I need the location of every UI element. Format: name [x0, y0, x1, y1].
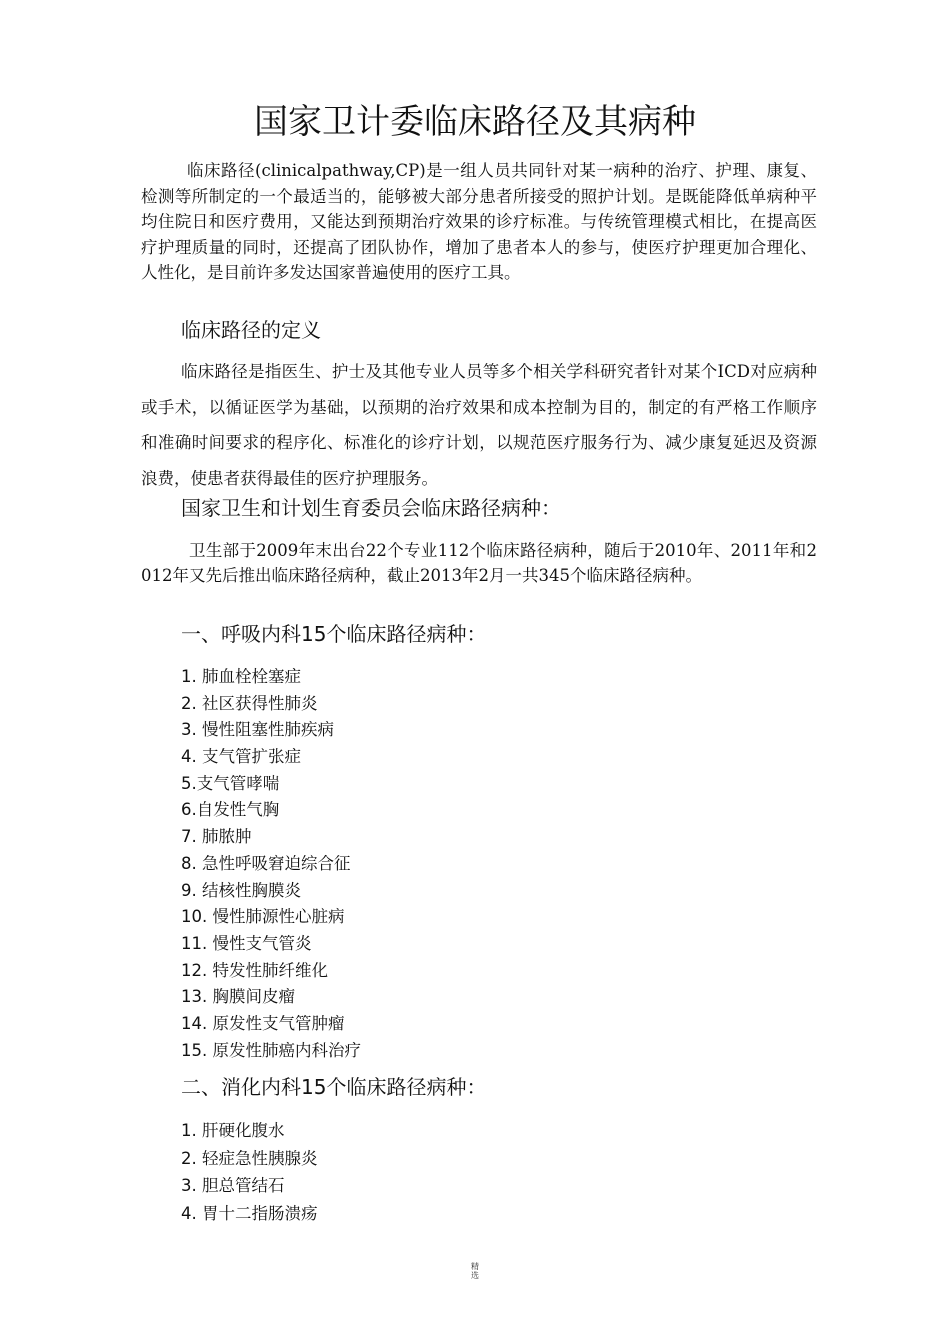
footer-char: 精 [471, 1262, 479, 1271]
list-item: 8. 急性呼吸窘迫综合征 [181, 853, 351, 873]
nhfpc-heading: 国家卫生和计划生育委员会临床路径病种： [181, 496, 561, 520]
footer-char: 选 [471, 1271, 479, 1280]
list-item: 14. 原发性支气管肿瘤 [181, 1013, 345, 1033]
intro-paragraph: 临床路径(clinicalpathway,CP)是一组人员共同针对某一病种的治疗、护理、康复、检测等所制定的一个最适当的，能够被大部分患者所接受的照护计划。是既能降低单病种平均住院日和医疗费用，又能达到预期治疗效果的诊疗标准。与传统管理模式相比，在提高医疗护理质量的同时，还提高了团队协作，增加了患者本人的参与，使医疗护理更加合理化、人性化，是目前许多发达国家普遍使用的医疗工具。 [141, 161, 817, 282]
definition-heading: 临床路径的定义 [181, 318, 321, 342]
list-item: 9. 结核性胸膜炎 [181, 880, 301, 900]
list-item: 4. 支气管扩张症 [181, 747, 301, 767]
list-item: 2. 轻症急性胰腺炎 [181, 1148, 318, 1168]
list-item: 2. 社区获得性肺炎 [181, 693, 318, 713]
respiratory-disease-list [181, 664, 361, 1064]
list-item: 5.支气管哮喘 [181, 773, 280, 793]
list-item: 10. 慢性肺源性心脏病 [181, 907, 345, 927]
respiratory-heading: 一、呼吸内科15个临床路径病种： [181, 622, 487, 646]
definition-paragraph: 临床路径是指医生、护士及其他专业人员等多个相关学科研究者针对某个ICD对应病种或手术，以循证医学为基础，以预期的治疗效果和成本控制为目的，制定的有严格工作顺序和准确时间要求的程序化、标准化的诊疗计划，以规范医疗服务行为、减少康复延迟及资源浪费，使患者获得最佳的医疗护理服务。 [141, 362, 817, 488]
list-item: 15. 原发性肺癌内科治疗 [181, 1040, 361, 1060]
list-item: 4. 胃十二指肠溃疡 [181, 1203, 318, 1223]
list-item: 1. 肝硬化腹水 [181, 1121, 285, 1140]
list-item: 12. 特发性肺纤维化 [181, 960, 328, 980]
digestive-disease-list [181, 1117, 318, 1227]
list-item: 1. 肺血栓栓塞症 [181, 667, 301, 686]
list-item: 6.自发性气胸 [181, 800, 280, 820]
page-footer-mark [0, 1262, 950, 1280]
digestive-heading: 二、消化内科15个临床路径病种： [181, 1075, 487, 1099]
list-item: 7. 肺脓肿 [181, 827, 252, 847]
nhfpc-paragraph: 卫生部于2009年末出台22个专业112个临床路径病种，随后于2010年、2011年和2012年又先后推出临床路径病种，截止2013年2月一共345个临床路径病种。 [141, 541, 817, 585]
document-title: 国家卫计委临床路径及其病种 [254, 102, 696, 142]
list-item: 11. 慢性支气管炎 [181, 933, 312, 953]
list-item: 3. 慢性阻塞性肺疾病 [181, 720, 334, 740]
list-item: 13. 胸膜间皮瘤 [181, 987, 295, 1007]
list-item: 3. 胆总管结石 [181, 1176, 285, 1195]
